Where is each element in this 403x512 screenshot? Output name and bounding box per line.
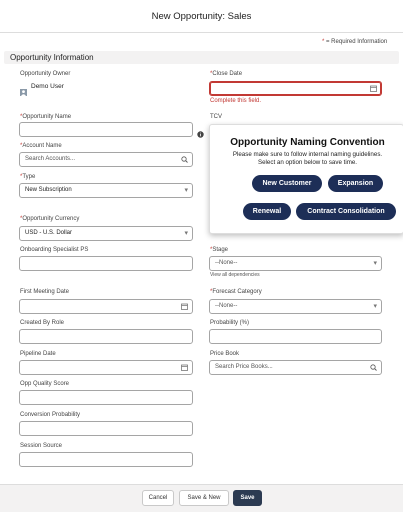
stage-label: *Stage [210, 247, 229, 253]
info-icon[interactable] [197, 125, 204, 132]
account-name-label: *Account Name [20, 143, 62, 149]
pipeline-date-label: Pipeline Date [20, 351, 56, 357]
opp-quality-input[interactable] [19, 390, 193, 405]
session-source-input[interactable] [19, 452, 193, 467]
created-by-role-input[interactable] [19, 329, 193, 344]
currency-label: *Opportunity Currency [20, 216, 80, 222]
chevron-down-icon: ▾ [184, 187, 188, 194]
close-date-label: *Close Date [210, 71, 243, 77]
popover-title: Opportunity Naming Convention [230, 137, 385, 148]
contract-consolidation-button[interactable]: Contract Consolidation [296, 203, 396, 220]
close-date-input[interactable] [209, 81, 382, 96]
probability-input[interactable] [209, 329, 382, 344]
save-and-new-button[interactable]: Save & New [179, 490, 229, 506]
cancel-button[interactable]: Cancel [142, 490, 174, 506]
opp-name-input[interactable] [19, 122, 193, 137]
popover-line-2: Select an option below to save time. [257, 159, 358, 166]
calendar-icon[interactable] [181, 361, 188, 374]
chevron-down-icon: ▾ [184, 230, 188, 237]
search-icon[interactable] [370, 361, 377, 374]
conversion-prob-input[interactable] [19, 421, 193, 436]
chevron-down-icon: ▾ [373, 260, 377, 267]
owner-label: Opportunity Owner [20, 71, 71, 77]
view-dependencies-link[interactable]: View all dependencies [210, 272, 260, 278]
type-select[interactable]: New Subscription ▾ [19, 183, 193, 198]
save-button[interactable]: Save [233, 490, 262, 506]
close-date-error: Complete this field. [210, 98, 262, 104]
section-header[interactable] [4, 51, 399, 64]
probability-label: Probability (%) [210, 320, 250, 326]
price-book-label: Price Book [210, 351, 240, 357]
user-avatar-icon [20, 83, 27, 90]
tcv-label: TCV [210, 114, 222, 120]
naming-convention-popover [209, 124, 403, 234]
stage-select[interactable]: --None-- ▾ [209, 256, 382, 271]
first-meeting-input[interactable] [19, 299, 193, 314]
required-info-note: * = Required Information [322, 39, 388, 45]
currency-select[interactable]: USD - U.S. Dollar ▾ [19, 226, 193, 241]
calendar-icon[interactable] [181, 300, 188, 313]
pipeline-date-input[interactable] [19, 360, 193, 375]
created-by-role-label: Created By Role [20, 320, 65, 326]
conversion-prob-label: Conversion Probability [20, 412, 81, 418]
section-title: Opportunity Information [10, 53, 94, 62]
opp-name-label: *Opportunity Name [20, 114, 72, 120]
popover-line-1: Please make sure to follow internal naming guidelines. [232, 151, 383, 158]
search-icon[interactable] [181, 153, 188, 166]
opp-quality-label: Opp Quality Score [20, 381, 70, 387]
expansion-button[interactable]: Expansion [328, 175, 383, 192]
modal-header [0, 0, 403, 33]
owner-value[interactable]: Demo User [31, 83, 64, 90]
chevron-down-icon: ▾ [373, 303, 377, 310]
price-book-search-input[interactable]: Search Price Books... [209, 360, 382, 375]
type-label: *Type [20, 174, 36, 180]
forecast-label: *Forecast Category [210, 289, 262, 295]
first-meeting-label: First Meeting Date [20, 289, 70, 295]
account-search-input[interactable]: Search Accounts... [19, 152, 193, 167]
forecast-select[interactable]: --None-- ▾ [209, 299, 382, 314]
renewal-button[interactable]: Renewal [243, 203, 291, 220]
page-title: New Opportunity: Sales [151, 11, 252, 22]
onboarding-label: Onboarding Specialist PS [20, 247, 89, 253]
onboarding-input[interactable] [19, 256, 193, 271]
calendar-icon[interactable] [370, 82, 377, 95]
session-source-label: Session Source [20, 443, 63, 449]
new-customer-button[interactable]: New Customer [252, 175, 322, 192]
